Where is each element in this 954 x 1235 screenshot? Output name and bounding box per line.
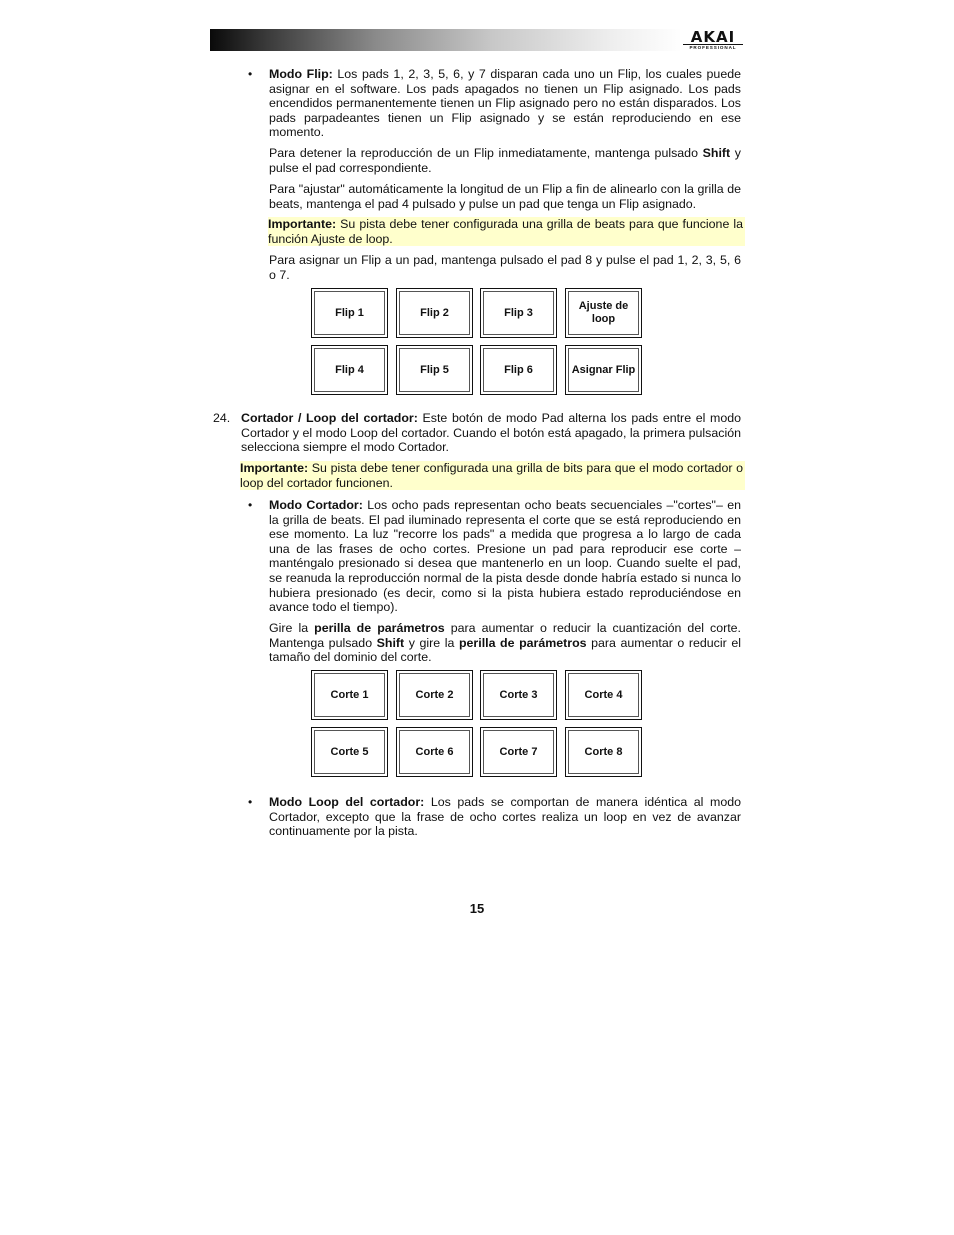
pad-label: Corte 6 <box>415 745 454 758</box>
logo-subtitle: PROFESSIONAL <box>683 44 743 51</box>
pad-flip-2 <box>396 288 473 338</box>
pad-flip-4 <box>311 345 388 395</box>
knob-text-a: Gire la <box>269 621 315 635</box>
flip-stop-text-b: y pulse el pad correspondiente. <box>269 146 741 175</box>
flip-assign-paragraph: Para asignar un Flip a un pad, mantenga pulsado el pad 8 y pulse el pad 1, 2, 3, 5, 6 o 7. <box>269 253 741 282</box>
pad-label: Corte 4 <box>584 688 623 701</box>
pad-label: Flip 5 <box>420 363 449 376</box>
slicer-intro-text: Este botón de modo Pad alterna los pads entre el modo Cortador y el modo Loop del cortador. Cuando el botón está apagado, la primera pulsación selecciona siempre el modo Cortador. <box>241 411 741 455</box>
slicer-loop-label: Modo Loop del cortador: <box>269 795 425 809</box>
flip-stop-paragraph <box>269 146 741 175</box>
flip-important-note <box>268 217 745 246</box>
section-title: Cortador / Loop del cortador: <box>241 411 418 425</box>
pad-slice-1 <box>311 670 388 720</box>
slicer-mode-label: Modo Cortador: <box>269 498 363 512</box>
shift-key-label: Shift <box>702 146 731 160</box>
pad-assign-flip <box>565 345 642 395</box>
important-text: Su pista debe tener configurada una grilla de bits para que el modo cortador o loop del cortador funcionen. <box>240 461 743 490</box>
knob-text-c: y gire la <box>404 635 459 650</box>
important-label: Importante: <box>240 461 309 475</box>
pad-label: Corte 3 <box>499 688 538 701</box>
pad-slice-8 <box>565 727 642 777</box>
important-label: Importante: <box>268 217 337 231</box>
pad-label: Corte 1 <box>330 688 369 701</box>
pad-slice-6 <box>396 727 473 777</box>
slicer-mode-text: Los ocho pads representan ocho beats secuenciales –"cortes"– en la grilla de beats. El pad iluminado representa el corte que se está reproduciendo en ese momento. La luz "recorre los pads" a medida que progresa a lo largo de cada una de las frases de ocho cortes. Presione un pad para reproducir ese corte – manténgalo presionado si desea que mantenerlo en un loop. Cuando suelte el pad, se reanuda la reproducción normal de la pista desde donde habría estado si nunca lo hubiera presionado (es decir, como si la pista hubiera estado reproduciéndose en avance todo el tiempo). <box>269 498 741 615</box>
pad-slice-3 <box>480 670 557 720</box>
akai-logo <box>683 30 743 50</box>
slicer-mode-paragraph <box>269 498 741 615</box>
pad-slice-2 <box>396 670 473 720</box>
slicer-loop-paragraph <box>269 795 741 839</box>
pad-slice-7 <box>480 727 557 777</box>
knob-text-b: para aumentar o reducir la cuantización del corte. Mantenga pulsado <box>269 621 741 650</box>
pad-label: Corte 7 <box>499 745 538 758</box>
pad-slice-4 <box>565 670 642 720</box>
pad-label: Flip 3 <box>504 306 533 319</box>
pad-label: Corte 2 <box>415 688 454 701</box>
flip-adjust-paragraph: Para "ajustar" automáticamente la longitud de un Flip a fin de alinearlo con la grilla de beats, mantenga el pad 4 pulsado y pulse un pad que tenga un Flip asignado. <box>269 182 741 211</box>
knob-text-d: para aumentar o reducir el tamaño del dominio del corte. <box>269 635 741 665</box>
knob-label-b: perilla de parámetros <box>458 635 587 650</box>
pad-flip-3 <box>480 288 557 338</box>
knob-paragraph <box>269 621 741 665</box>
pad-label: Ajuste de loop <box>578 300 629 325</box>
flip-mode-paragraph <box>269 67 741 140</box>
bullet-dot: • <box>248 498 253 512</box>
pad-label: Flip 4 <box>335 363 364 376</box>
header-gradient-bar <box>210 29 682 51</box>
page-number: 15 <box>469 901 485 916</box>
bullet-dot: • <box>248 67 253 81</box>
pad-flip-1 <box>311 288 388 338</box>
pad-loop-adjust <box>565 288 642 338</box>
bullet-dot: • <box>248 795 253 809</box>
pad-slice-5 <box>311 727 388 777</box>
flip-mode-text: Los pads 1, 2, 3, 5, 6, y 7 disparan cada uno un Flip, los cuales puede asignar en el software. Los pads apagados no tienen un Flip asignado. Los pads encendidos permanentemente tienen un Flip asignado pero no están disparados. Los pads parpadeantes tienen un Flip asignado y se están reproduciendo en ese momento. <box>269 67 741 140</box>
pad-label: Flip 2 <box>420 306 449 319</box>
pad-flip-6 <box>480 345 557 395</box>
pad-label: Asignar Flip <box>571 363 636 376</box>
slicer-loop-text: Los pads se comportan de manera idéntica al modo Cortador, excepto que la frase de ocho cortes realiza un loop en vez de avanzar continuamente por la pista. <box>269 795 741 839</box>
pad-label: Corte 5 <box>330 745 369 758</box>
slicer-intro-paragraph <box>241 411 741 455</box>
important-text: Su pista debe tener configurada una grilla de beats para que funcione la función Ajuste de loop. <box>268 217 743 246</box>
pad-label: Corte 8 <box>584 745 623 758</box>
flip-mode-label: Modo Flip: <box>269 67 333 81</box>
pad-flip-5 <box>396 345 473 395</box>
pad-label: Flip 6 <box>504 363 533 376</box>
flip-stop-text-a: Para detener la reproducción de un Flip inmediatamente, mantenga pulsado <box>269 146 703 160</box>
shift-key-label: Shift <box>376 635 405 650</box>
pad-label: Flip 1 <box>335 306 364 319</box>
knob-label-a: perilla de parámetros <box>314 621 445 635</box>
slicer-important-note <box>240 461 745 490</box>
logo-brand: AKAI <box>690 28 736 46</box>
section-number: 24. <box>213 411 231 425</box>
